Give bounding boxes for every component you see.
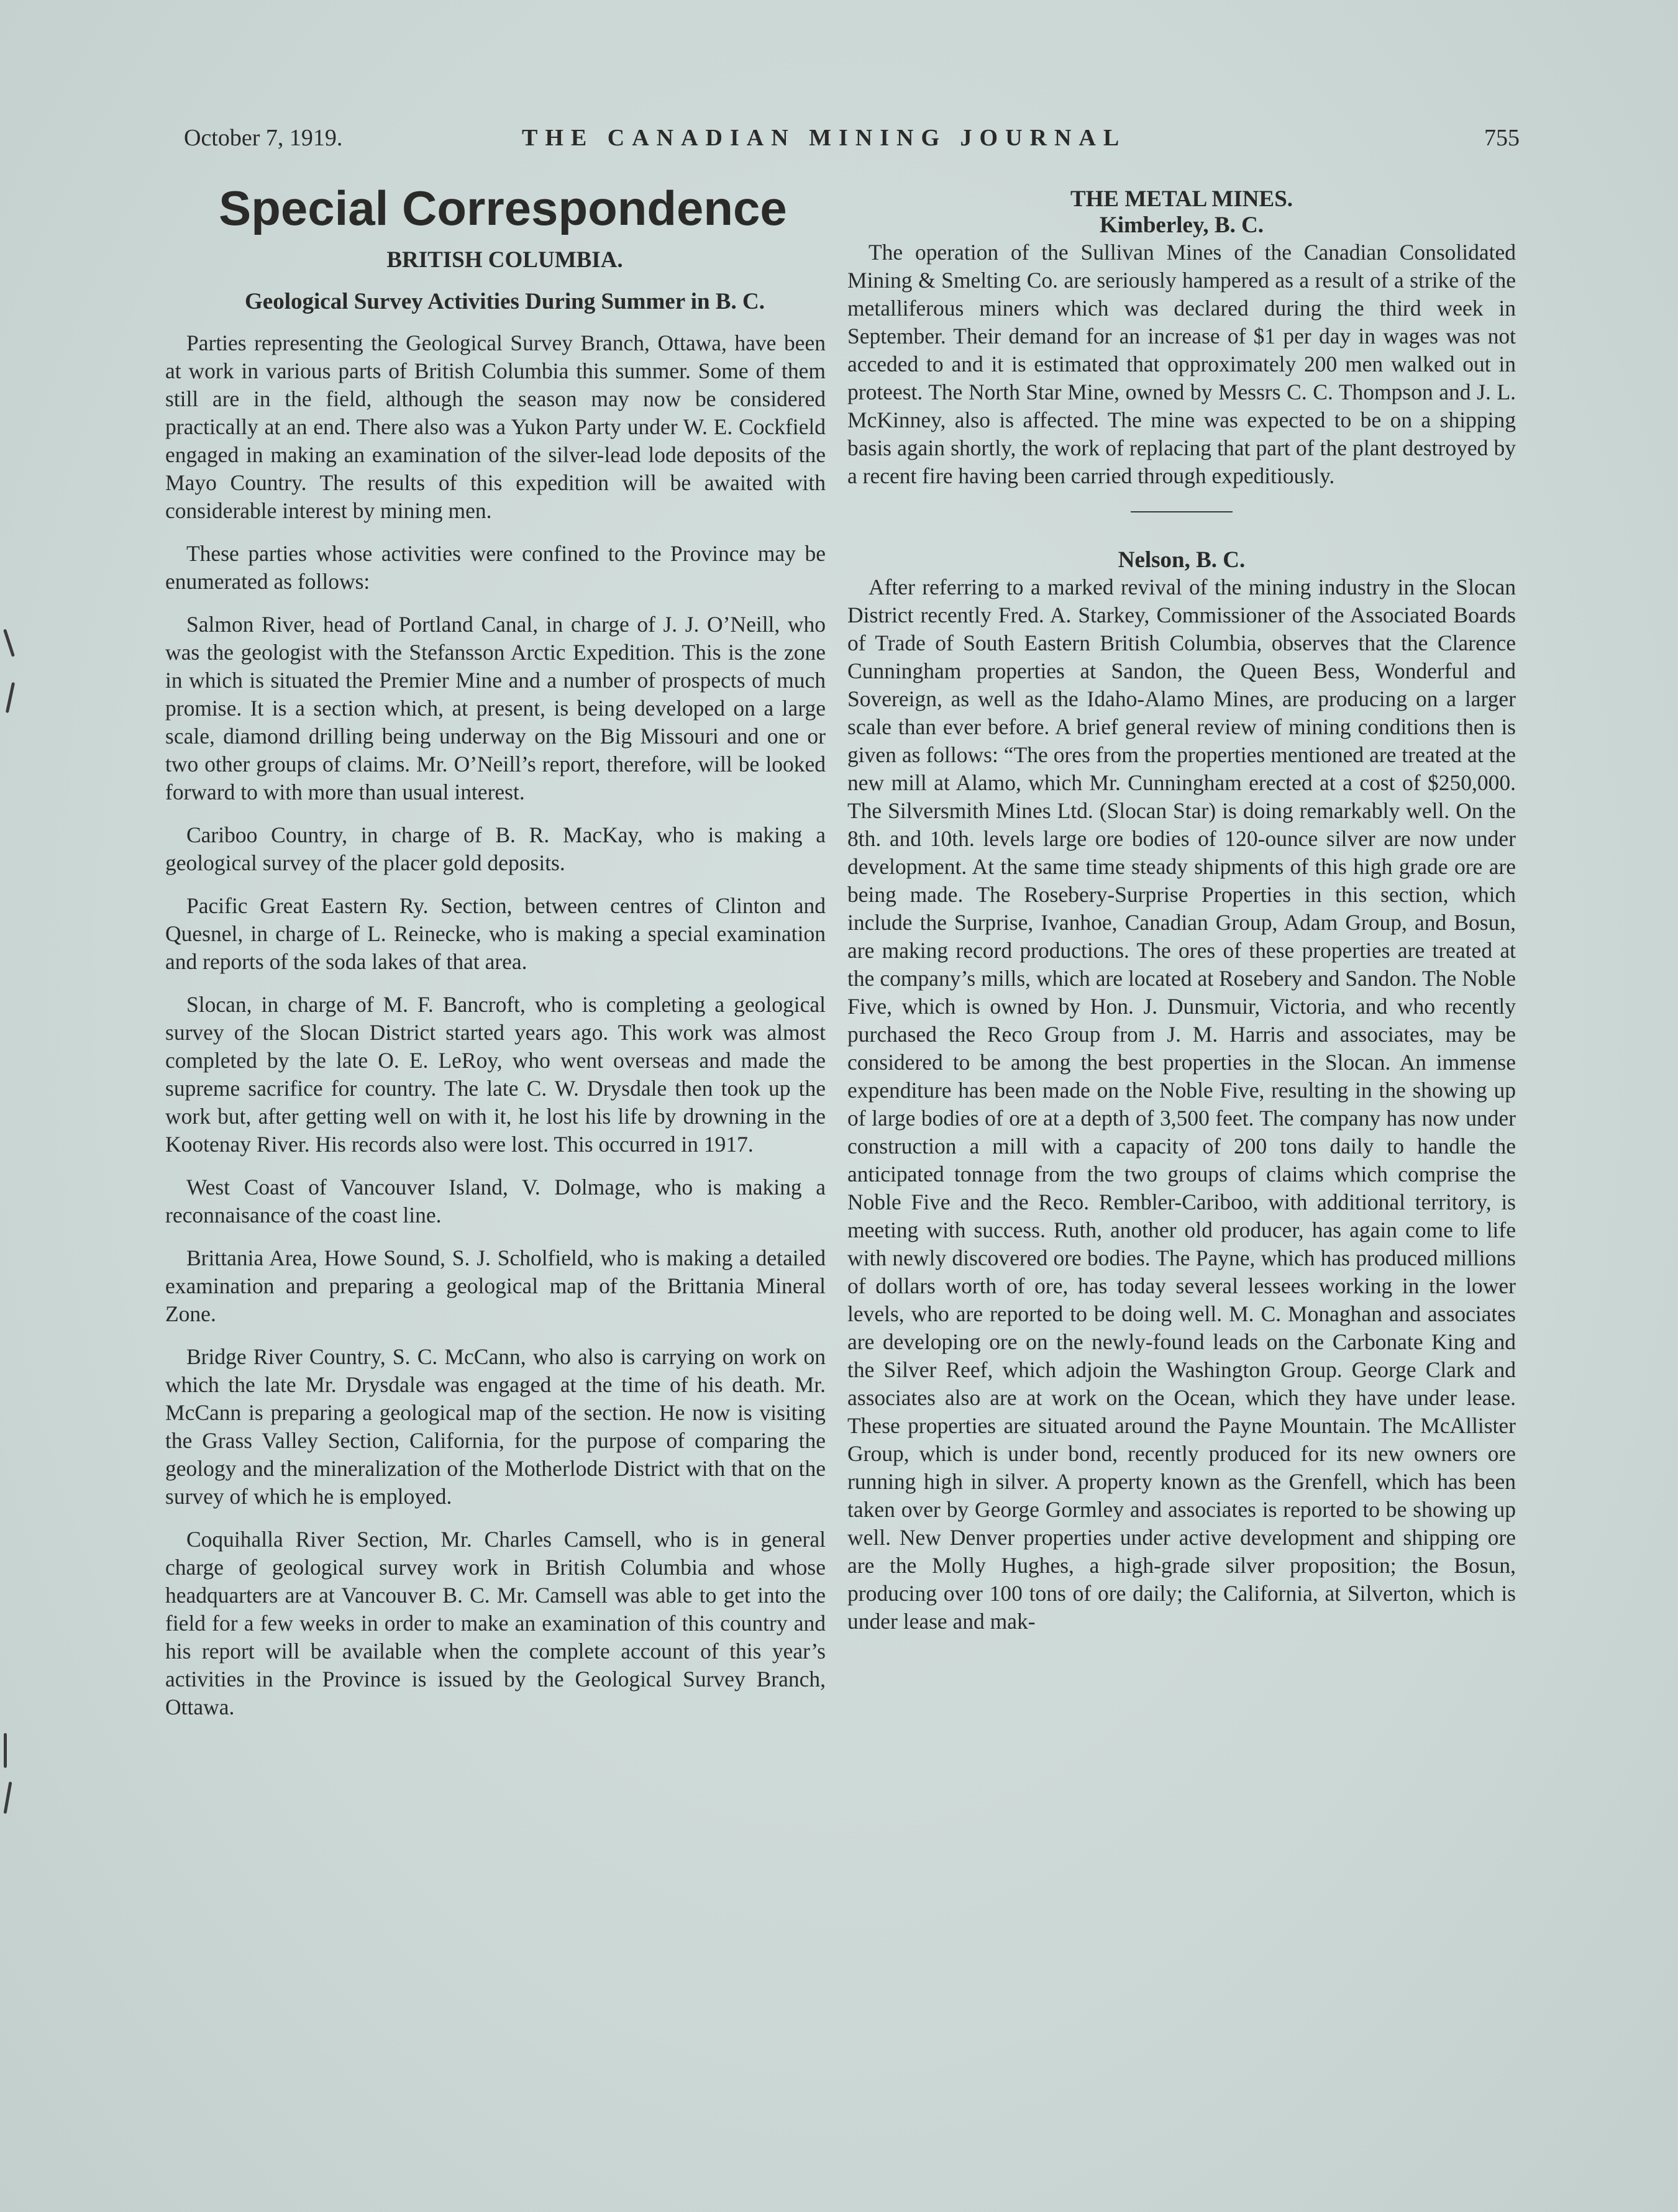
paragraph: These parties whose activities were confined to the Province may be enumerated as follows: [165,541,826,594]
section-divider [1131,511,1233,512]
page-number: 755 [1484,125,1520,151]
paragraph: Bridge River Country, S. C. McCann, who also is carrying on work on which the late Mr. Drysdale was engaged at the time of his death. Mr. McCann is preparing a geological map of the section. He now is visiting the Grass Valley Section, California, for the purpose of comparing the geology and the mineralization of the Motherlode District with that on the survey of which he is employed. [165,1344,826,1509]
nelson-paragraph: After referring to a marked revival of the mining industry in the Slocan District recently Fred. A. Starkey, Commissioner of the Associated Boards of Trade of South Eastern British Columbia, observes that the Clarence Cunningham properties at Sandon, the Queen Bess, Wonderful and Sovereign, as well as the Idaho-Alamo Mines, are producing on a larger scale than ever before. A brief general review of mining conditions then is given as follows: “The ores from the properties mentioned are treated at the new mill at Alamo, which Mr. Cunningham erected at a cost of $250,000. The Silversmith Mines Ltd. (Slocan Star) is doing remarkably well. On the 8th. and 10th. levels large ore bodies of 120-ounce silver are now under development. At the same time steady shipments of this high grade ore are being made. The Rosebery-Surprise Properties in this section, which include the Surprise, Ivanhoe, Canadian Group, Adam Group, and Bosun, are making record productions. The ores of these properties are treated at the company’s mills, which are located at Rosebery and Sandon. The Noble Five, which is owned by Hon. J. Dunsmuir, Victoria, and who recently purchased the Reco Group from J. M. Harris and associates, may be considered to be among the best properties in the Slocan. An immense expenditure has been made on the Noble Five, resulting in the showing up of large bodies of ore at a depth of 3,500 feet. The company has now under construction a mill with a capacity of 200 tons daily to handle the anticipated tonnage from the two groups of claims which comprise the Noble Five and the Reco. Rembler-Cariboo, with additional territory, is meeting with success. Ruth, another old producer, has again come to life with newly discovered ore bodies. The Payne, which has produced millions of dollars worth of ore, has today several lessees working in the lower levels, who are reported to be doing well. M. C. Monaghan and associates are developing ore on the newly-found leads on the Carbonate King and the Silver Reef, which adjoin the Washington Group. George Clark and associates also are at work on the Ocean, which they have under lease. These properties are situated around the Payne Mountain. The McAllister Group, which is under bond, recently produced for its new owners ore running high in silver. A property known as the Grenfell, which has been taken over by George Gormley and associates is reported to be showing up well. New Denver properties under active development and shipping ore are the Molly Hughes, a high-grade silver proposition; the Bosun, producing over 100 tons of ore daily; the California, at Silverton, which is under lease and mak- [847,575,1516,1634]
paragraph: Slocan, in charge of M. F. Bancroft, who is completing a geological survey of the Slocan District started years ago. This work was almost completed by the late O. E. LeRoy, who went overseas and made the supreme sacrifice for country. The late C. W. Drysdale then took up the work but, after getting well on with it, he lost his life by drowning in the Kootenay River. His records also were lost. This occurred in 1917. [165,992,826,1157]
margin-mark [3,629,15,657]
journal-title: THE CANADIAN MINING JOURNAL [522,125,1127,151]
paragraph: Brittania Area, Howe Sound, S. J. Scholfield, who is making a detailed examination and preparing a geological map of the Brittania Mineral Zone. [165,1245,826,1326]
article-title: Special Correspondence [219,181,787,235]
paragraph: Coquihalla River Section, Mr. Charles Camsell, who is in general charge of geological survey work in British Columbia and whose headquarters are at Vancouver B. C. Mr. Camsell was able to get into the field for a few weeks in order to make an examination of this country and his report will be available when the complete account of this year’s activities in the Province is issued by the Geological Survey Branch, Ottawa. [165,1527,826,1719]
margin-mark [4,1733,7,1768]
heading-nelson: Nelson, B. C. [1118,547,1246,573]
subheading-geological-survey: Geological Survey Activities During Summer in B. C. [245,289,765,314]
paragraph: Cariboo Country, in charge of B. R. MacKay, who is making a geological survey of the placer gold deposits. [165,822,826,875]
right-column [847,186,1516,1642]
heading-kimberley: Kimberley, B. C. [1099,212,1264,238]
section-heading-british-columbia: BRITISH COLUMBIA. [386,247,623,273]
section-heading-metal-mines: THE METAL MINES. [1070,186,1293,212]
paragraph: Parties representing the Geological Survey Branch, Ottawa, have been at work in various parts of British Columbia this summer. Some of them still are in the field, although the season may now be considered practically at an end. There also was a Yukon Party under W. E. Cockfield engaged in making an examination of the silver-lead lode deposits of the Mayo Country. The results of this expedition will be awaited with considerable interest by mining men. [165,330,826,523]
paragraph: West Coast of Vancouver Island, V. Dolmage, who is making a reconnaisance of the coast line. [165,1175,826,1227]
kimberley-paragraph: The operation of the Sullivan Mines of the Canadian Consolidated Mining & Smelting Co. are seriously hampered as a result of a strike of the metalliferous miners which was declared during the third week in September. Their demand for an increase of $1 per day in wages was not acceded to and it is estimated that opproximately 200 men walked out in proteest. The North Star Mine, owned by Messrs C. C. Thompson and J. L. McKinney, also is affected. The mine was expected to be on a shipping basis again shortly, the work of replacing that part of the plant destroyed by a recent fire having been carried through expeditiously. [847,240,1516,488]
margin-mark [4,1782,12,1814]
margin-mark [6,682,15,713]
paragraph: Pacific Great Eastern Ry. Section, between centres of Clinton and Quesnel, in charge of L. Reinecke, who is making a special examination and reports of the soda lakes of that area. [165,893,826,974]
issue-date: October 7, 1919. [184,125,343,151]
paragraph: Salmon River, head of Portland Canal, in charge of J. J. O’Neill, who was the geologist with the Stefansson Arctic Expedition. This is the zone in which is situated the Premier Mine and a number of prospects of much promise. It is a section which, at present, is being developed on a large scale, diamond drilling being underway on the Big Missouri and one or two other groups of claims. Mr. O’Neill’s report, therefore, will be looked forward to with more than usual interest. [165,612,826,804]
left-column [165,180,826,1736]
running-head [184,124,1520,162]
